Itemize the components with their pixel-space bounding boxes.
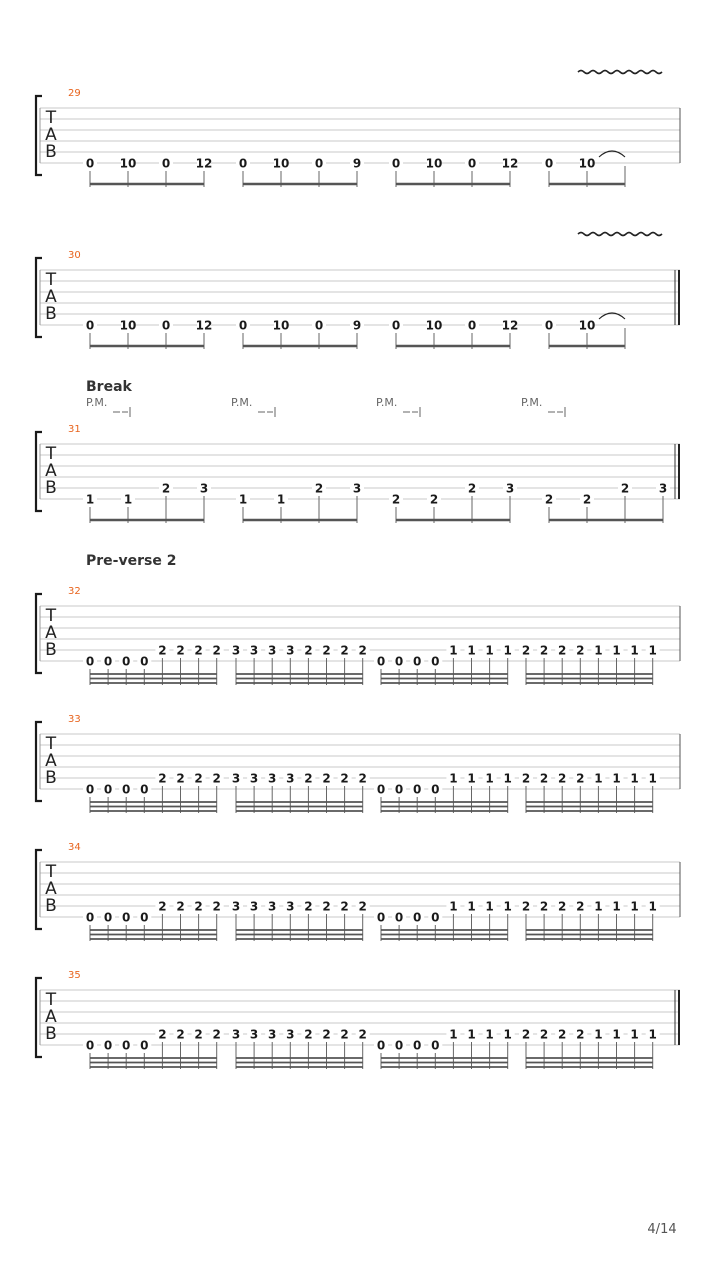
fret-number: 0: [103, 910, 113, 925]
fret-number: 1: [503, 899, 512, 914]
fret-number: 2: [304, 1027, 313, 1042]
fret-number: 1: [630, 899, 639, 914]
fret-number: 0: [85, 1038, 95, 1053]
tab-clef-letter: B: [45, 1024, 57, 1044]
fret-number: 2: [576, 899, 585, 914]
vibrato-mark: [578, 71, 662, 74]
fret-number: 10: [425, 318, 443, 333]
fret-number: 3: [249, 771, 259, 786]
fret-number: 2: [340, 771, 349, 786]
fret-number: 2: [391, 492, 401, 507]
fret-number: 2: [322, 899, 331, 914]
fret-number: 1: [648, 643, 657, 658]
fret-number: 3: [352, 481, 362, 496]
fret-number: 2: [539, 771, 549, 786]
tab-clef-letter: A: [45, 879, 57, 899]
fret-number: 0: [238, 318, 248, 333]
fret-number: 1: [238, 492, 248, 507]
fret-number: 2: [558, 771, 567, 786]
fret-number: 2: [194, 1027, 203, 1042]
fret-number: 0: [122, 910, 131, 925]
fret-number: 2: [158, 643, 167, 658]
fret-number: 0: [238, 156, 248, 171]
fret-number: 2: [194, 771, 203, 786]
fret-number: 1: [630, 643, 639, 658]
fret-number: 2: [358, 899, 367, 914]
fret-number: 0: [122, 654, 131, 669]
fret-number: 2: [212, 643, 221, 658]
fret-number: 1: [449, 771, 458, 786]
fret-number: 0: [394, 910, 404, 925]
fret-number: 2: [176, 643, 185, 658]
fret-number: 1: [449, 1027, 458, 1042]
fret-number: 0: [376, 910, 386, 925]
fret-number: 0: [413, 654, 422, 669]
fret-number: 0: [467, 156, 477, 171]
fret-number: 0: [394, 782, 404, 797]
fret-number: 2: [304, 771, 313, 786]
tab-clef-letter: B: [45, 478, 57, 498]
bar-number: 29: [68, 88, 81, 99]
fret-number: 2: [322, 771, 331, 786]
fret-number: 0: [103, 782, 113, 797]
fret-number: 2: [176, 771, 185, 786]
fret-number: 3: [231, 771, 241, 786]
fret-number: 0: [391, 156, 401, 171]
tab-clef-letter: B: [45, 640, 57, 660]
fret-number: 0: [376, 1038, 386, 1053]
fret-number: 1: [276, 492, 286, 507]
fret-number: 3: [249, 899, 259, 914]
fret-number: 0: [85, 156, 95, 171]
fret-number: 0: [103, 654, 113, 669]
fret-number: 1: [612, 643, 621, 658]
fret-number: 12: [501, 156, 519, 171]
tab-clef-letter: T: [45, 444, 57, 464]
fret-number: 2: [304, 643, 313, 658]
section-title: Break: [86, 379, 132, 395]
fret-number: 10: [272, 156, 290, 171]
fret-number: 10: [119, 156, 137, 171]
fret-number: 1: [503, 771, 512, 786]
fret-number: 2: [558, 1027, 567, 1042]
fret-number: 3: [268, 771, 277, 786]
fret-number: 2: [576, 1027, 585, 1042]
fret-number: 2: [539, 1027, 549, 1042]
page-current: 4: [647, 1222, 656, 1237]
fret-number: 2: [558, 899, 567, 914]
fret-number: 2: [304, 899, 313, 914]
fret-number: 0: [544, 318, 554, 333]
fret-number: 0: [85, 654, 95, 669]
fret-number: 2: [176, 899, 185, 914]
fret-number: 0: [122, 782, 131, 797]
fret-number: 1: [485, 643, 494, 658]
fret-number: 12: [195, 156, 213, 171]
section-title: Pre-verse 2: [86, 553, 177, 569]
fret-number: 1: [485, 771, 494, 786]
bar-number: 33: [68, 714, 81, 725]
tab-clef-letter: B: [45, 768, 57, 788]
tab-clef-letter: T: [45, 108, 57, 128]
fret-number: 1: [467, 1027, 476, 1042]
fret-number: 1: [503, 1027, 512, 1042]
fret-number: 1: [123, 492, 133, 507]
fret-number: 3: [249, 1027, 259, 1042]
fret-number: 0: [431, 654, 440, 669]
fret-number: 3: [286, 899, 295, 914]
fret-number: 0: [161, 156, 171, 171]
fret-number: 0: [140, 1038, 149, 1053]
fret-number: 0: [544, 156, 554, 171]
fret-number: 2: [340, 899, 349, 914]
fret-number: 2: [176, 1027, 185, 1042]
fret-number: 12: [195, 318, 213, 333]
fret-number: 0: [161, 318, 171, 333]
fret-number: 3: [505, 481, 515, 496]
fret-number: 1: [594, 1027, 603, 1042]
fret-number: 2: [340, 1027, 349, 1042]
fret-number: 2: [194, 899, 203, 914]
fret-number: 1: [594, 899, 603, 914]
fret-number: 9: [352, 156, 362, 171]
fret-number: 2: [582, 492, 592, 507]
fret-number: 2: [322, 1027, 331, 1042]
fret-number: 3: [249, 643, 259, 658]
fret-number: 0: [103, 1038, 113, 1053]
fret-number: 1: [467, 643, 476, 658]
fret-number: 10: [578, 318, 596, 333]
fret-number: 3: [268, 643, 277, 658]
fret-number: 0: [122, 1038, 131, 1053]
fret-number: 2: [358, 1027, 367, 1042]
fret-number: 3: [658, 481, 668, 496]
fret-number: 2: [521, 771, 531, 786]
tab-clef-letter: T: [45, 734, 57, 754]
fret-number: 2: [544, 492, 554, 507]
fret-number: 2: [340, 643, 349, 658]
fret-number: 2: [467, 481, 477, 496]
tab-clef-letter: B: [45, 304, 57, 324]
palm-mute-label: P.M.: [231, 396, 253, 409]
fret-number: 2: [194, 643, 203, 658]
fret-number: 0: [85, 910, 95, 925]
fret-number: 0: [413, 1038, 422, 1053]
fret-number: 2: [521, 1027, 531, 1042]
fret-number: 0: [413, 910, 422, 925]
fret-number: 0: [394, 654, 404, 669]
fret-number: 0: [394, 1038, 404, 1053]
tab-clef-letter: A: [45, 751, 57, 771]
tab-clef-letter: T: [45, 270, 57, 290]
tab-clef-letter: T: [45, 990, 57, 1010]
bar-number: 35: [68, 970, 81, 981]
tab-clef-letter: A: [45, 287, 57, 307]
fret-number: 3: [286, 643, 295, 658]
fret-number: 10: [119, 318, 137, 333]
fret-number: 2: [212, 1027, 221, 1042]
fret-number: 2: [576, 643, 585, 658]
page-total: 14: [660, 1222, 677, 1237]
fret-number: 2: [358, 643, 367, 658]
fret-number: 1: [503, 643, 512, 658]
tab-clef-letter: T: [45, 606, 57, 626]
fret-number: 2: [521, 899, 531, 914]
fret-number: 2: [212, 899, 221, 914]
fret-number: 0: [431, 1038, 440, 1053]
fret-number: 2: [539, 643, 549, 658]
fret-number: 3: [286, 1027, 295, 1042]
fret-number: 10: [272, 318, 290, 333]
fret-number: 3: [231, 899, 241, 914]
fret-number: 0: [140, 782, 149, 797]
fret-number: 1: [594, 643, 603, 658]
tab-clef-letter: T: [45, 862, 57, 882]
fret-number: 1: [485, 899, 494, 914]
bar-number: 34: [68, 842, 81, 853]
fret-number: 3: [231, 643, 241, 658]
fret-number: 0: [85, 318, 95, 333]
fret-number: 2: [576, 771, 585, 786]
fret-number: 1: [612, 771, 621, 786]
fret-number: 0: [140, 910, 149, 925]
fret-number: 1: [630, 771, 639, 786]
fret-number: 1: [648, 771, 657, 786]
fret-number: 0: [140, 654, 149, 669]
fret-number: 1: [630, 1027, 639, 1042]
bar-number: 32: [68, 586, 81, 597]
fret-number: 0: [467, 318, 477, 333]
fret-number: 3: [268, 899, 277, 914]
fret-number: 3: [231, 1027, 241, 1042]
fret-number: 2: [212, 771, 221, 786]
palm-mute-label: P.M.: [376, 396, 398, 409]
fret-number: 2: [158, 1027, 167, 1042]
fret-number: 2: [161, 481, 171, 496]
fret-number: 2: [429, 492, 439, 507]
palm-mute-label: P.M.: [86, 396, 108, 409]
fret-number: 2: [322, 643, 331, 658]
tab-clef-letter: B: [45, 142, 57, 162]
fret-number: 1: [594, 771, 603, 786]
fret-number: 1: [648, 1027, 657, 1042]
bar-number: 30: [68, 250, 81, 261]
vibrato-mark: [578, 233, 662, 236]
tab-clef-letter: B: [45, 896, 57, 916]
fret-number: 1: [85, 492, 95, 507]
fret-number: 1: [449, 643, 458, 658]
fret-number: 10: [578, 156, 596, 171]
fret-number: 1: [648, 899, 657, 914]
fret-number: 0: [376, 654, 386, 669]
fret-number: 2: [620, 481, 630, 496]
fret-number: 12: [501, 318, 519, 333]
fret-number: 2: [558, 643, 567, 658]
fret-number: 1: [467, 899, 476, 914]
fret-number: 0: [314, 318, 324, 333]
bar-number: 31: [68, 424, 81, 435]
fret-number: 1: [612, 899, 621, 914]
fret-number: 2: [314, 481, 324, 496]
fret-number: 3: [268, 1027, 277, 1042]
tab-clef-letter: A: [45, 125, 57, 145]
fret-number: 9: [352, 318, 362, 333]
tab-clef-letter: A: [45, 1007, 57, 1027]
fret-number: 2: [358, 771, 367, 786]
fret-number: 1: [612, 1027, 621, 1042]
fret-number: 3: [286, 771, 295, 786]
palm-mute-label: P.M.: [521, 396, 543, 409]
fret-number: 0: [391, 318, 401, 333]
fret-number: 0: [85, 782, 95, 797]
fret-number: 2: [539, 899, 549, 914]
fret-number: 0: [413, 782, 422, 797]
tab-clef-letter: A: [45, 461, 57, 481]
page-indicator: 4/14: [647, 1222, 677, 1237]
fret-number: 0: [314, 156, 324, 171]
fret-number: 2: [158, 771, 167, 786]
fret-number: 2: [158, 899, 167, 914]
fret-number: 3: [199, 481, 209, 496]
fret-number: 1: [449, 899, 458, 914]
fret-number: 0: [431, 910, 440, 925]
fret-number: 0: [376, 782, 386, 797]
fret-number: 2: [521, 643, 531, 658]
fret-number: 10: [425, 156, 443, 171]
tab-clef-letter: A: [45, 623, 57, 643]
fret-number: 1: [485, 1027, 494, 1042]
fret-number: 0: [431, 782, 440, 797]
fret-number: 1: [467, 771, 476, 786]
